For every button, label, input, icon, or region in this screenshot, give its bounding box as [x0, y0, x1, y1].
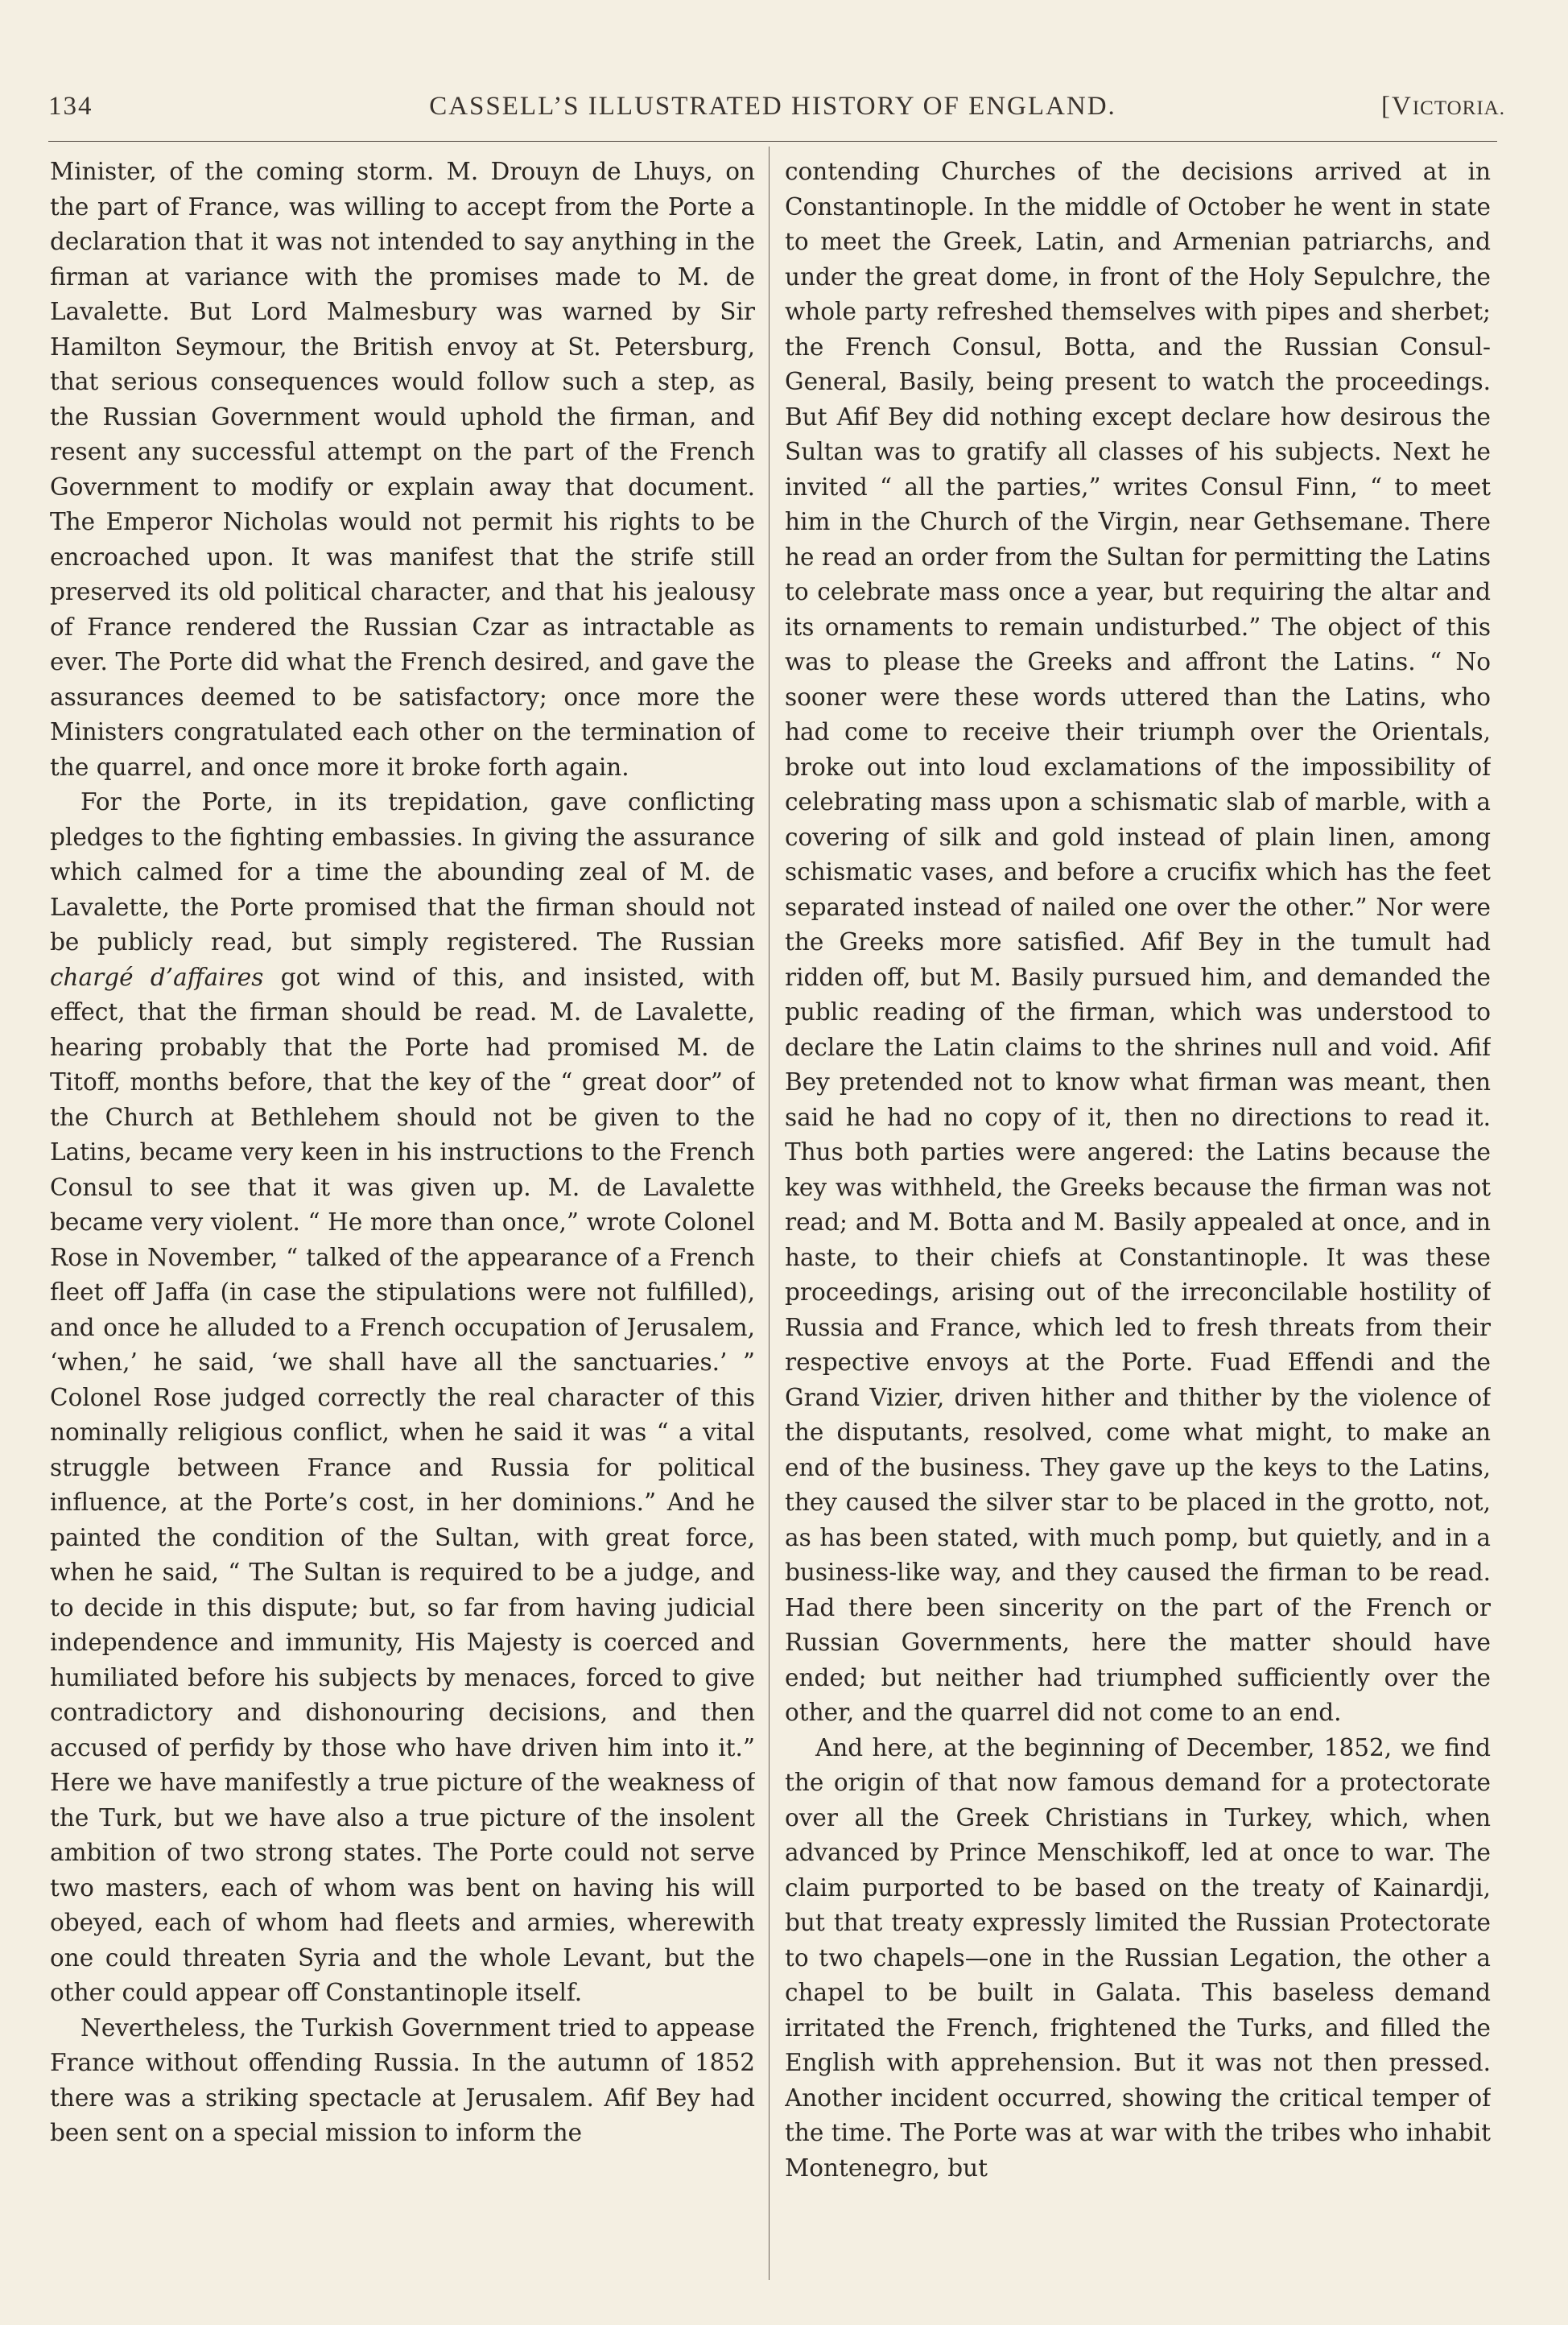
header-rule: [48, 141, 1497, 142]
left-paragraph-1: Minister, of the coming storm. M. Drouyn de Lhuys, on the part of France, was willing to accept from the Porte a declaration that it was not intended to say anything in the firman at variance with the promises made to M. de Lavalette. But Lord Malmesbury was warned by Sir Hamilton Seymour, the British envoy at St. Petersburg, that serious consequences would follow such a step, as the Russian Government would uphold the firman, and resent any successful attempt on the part of the French Government to modify or explain away that document. The Emperor Nicholas would not permit his rights to be encroached upon. It was manifest that the strife still preserved its old political character, and that his jealousy of France rendered the Russian Czar as intractable as ever. The Porte did what the French desired, and gave the assurances deemed to be satisfactory; once more the Ministers congratulated each other on the termination of the quarrel, and once more it broke forth again.: [50, 158, 755, 781]
right-column: [785, 155, 1491, 2312]
right-paragraph-2: And here, at the beginning of December, 1852, we find the origin of that now famous demand for a protectorate over all the Greek Christians in Turkey, which, when advanced by Prince Menschikoff, led at once to war. The claim purported to be based on the treaty of Kainardji, but that treaty expressly limited the Russian Protectorate to two chapels—one in the Russian Legation, the other a chapel to be built in Galata. This baseless demand irritated the French, frightened the Turks, and filled the English with apprehension. But it was not then pressed. Another incident occurred, showing the critical temper of the time. The Porte was at war with the tribes who inhabit Montenegro, but: [785, 1733, 1491, 2182]
running-header: [48, 87, 1505, 132]
column-divider: [769, 147, 770, 2280]
left-paragraph-2-part-b: got wind of this, and insisted, with effect, that the firman should be read. M. de Lavalette, hearing probably that the Porte had promised M. de Titoff, months before, that the key of the “ great door” of the Church at Bethlehem should not be given to the Latins, became very keen in his instructions to the French Consul to see that it was given up. M. de Lavalette became very violent. “ He more than once,” wrote Colonel Rose in November, “ talked of the appearance of a French fleet off Jaffa (in case the stipulations were not fulfilled), and once he alluded to a French occupation of Jerusalem, ‘when,’ he said, ‘we shall have all the sanctuaries.’ ” Colonel Rose judged correctly the real character of this nominally religious conflict, when he said it was “ a vital struggle between France and Russia for political influence, at the Porte’s cost, in her dominions.” And he painted the condition of the Sultan, with great force, when he said, “ The Sultan is required to be a judge, and to decide in this dispute; but, so far from having judicial independence and immunity, His Majesty is coerced and humiliated before his subjects by menaces, forced to give contradictory and dishonouring decisions, and then accused of perfidy by those who have driven him into it.” Here we have manifestly a true picture of the weakness of the Turk, but we have also a true picture of the insolent ambition of two strong states. The Porte could not serve two masters, each of whom was bent on having his will obeyed, each of whom had fleets and armies, wherewith one could threaten Syria and the whole Levant, but the other could appear off Constantinople itself.: [50, 963, 755, 2006]
right-paragraph-1: contending Churches of the decisions arrived at in Constantinople. In the middle of October he went in state to meet the Greek, Latin, and Armenian patriarchs, and under the great dome, in front of the Holy Sepulchre, the whole party refreshed themselves with pipes and sherbet; the French Consul, Botta, and the Russian Consul-General, Basily, being present to watch the proceedings. But Afif Bey did nothing except declare how desirous the Sultan was to gratify all classes of his subjects. Next he invited “ all the parties,” writes Consul Finn, “ to meet him in the Church of the Virgin, near Gethsemane. There he read an order from the Sultan for permitting the Latins to celebrate mass once a year, but requiring the altar and its ornaments to remain undisturbed.” The object of this was to please the Greeks and affront the Latins. “ No sooner were these words uttered than the Latins, who had come to receive their triumph over the Orientals, broke out into loud exclamations of the impossibility of celebrating mass upon a schismatic slab of marble, with a covering of silk and gold instead of plain linen, among schismatic vases, and before a crucifix which has the feet separated instead of nailed one over the other.” Nor were the Greeks more satisfied. Afif Bey in the tumult had ridden off, but M. Basily pursued him, and demanded the public reading of the firman, which was understood to declare the Latin claims to the shrines null and void. Afif Bey pretended not to know what firman was meant, then said he had no copy of it, then no directions to read it. Thus both parties were angered: the Latins because the key was withheld, the Greeks because the firman was not read; and M. Botta and M. Basily appealed at once, and in haste, to their chiefs at Constantinople. It was these proceedings, arising out of the irreconcilable hostility of Russia and France, which led to fresh threats from their respective envoys at the Porte. Fuad Effendi and the Grand Vizier, driven hither and thither by the violence of the disputants, resolved, come what might, to make an end of the business. They gave up the keys to the Latins, they caused the silver star to be placed in the grotto, not, as has been stated, with much pomp, but quietly, and in a business-like way, and they caused the firman to be read. Had there been sincerity on the part of the French or Russian Governments, here the matter should have ended; but neither had triumphed sufficiently over the other, and the quarrel did not come to an end.: [785, 158, 1491, 1726]
left-paragraph-3: Nevertheless, the Turkish Government tried to appease France without offending Russia. In the autumn of 1852 there was a striking spectacle at Jerusalem. Afif Bey had been sent on a special mission to inform the: [50, 2013, 755, 2146]
running-title: CASSELL’S ILLUSTRATED HISTORY OF ENGLAND.: [429, 92, 1116, 121]
section-label-rest: ICTORIA.: [1412, 97, 1505, 119]
left-paragraph-2-part-a: For the Porte, in its trepidation, gave conflicting pledges to the fighting embassies. In giving the assurance which calmed for a time the abounding zeal of M. de Lavalette, the Porte promised that the firman should not be publicly read, but simply registered. The Russian: [50, 788, 755, 956]
section-label: [1381, 92, 1505, 122]
left-paragraph-2-italic: chargé d’affaires: [50, 963, 264, 991]
left-column: [50, 155, 755, 2312]
page-number: 134: [48, 92, 93, 121]
left-paragraph-2: [50, 785, 755, 2011]
section-label-bracket: [V: [1380, 92, 1413, 121]
